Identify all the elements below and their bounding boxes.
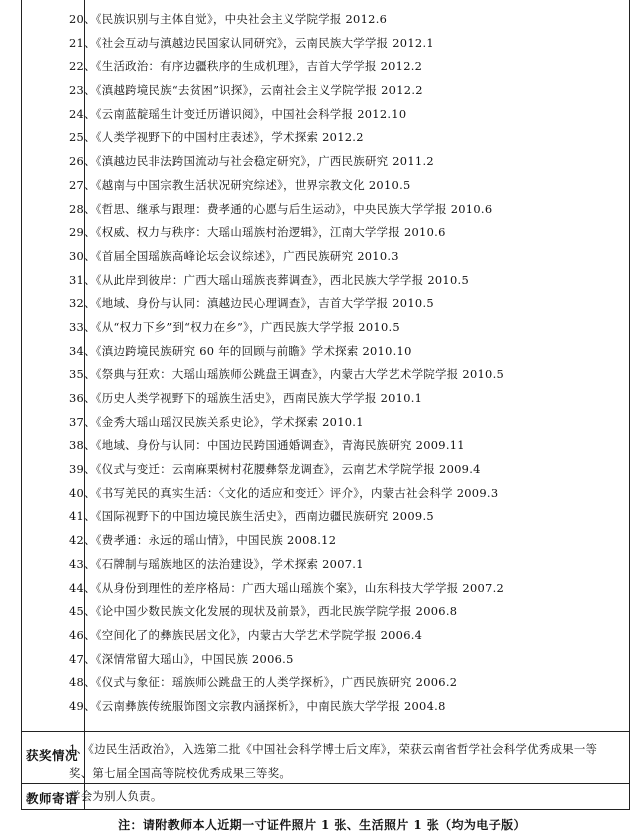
publication-item: 20、《民族识别与主体自觉》，中央社会主义学院学报 2012.6 xyxy=(69,12,388,26)
publication-item: 29、《权威、权力与秩序：大瑶山瑶族村治逻辑》，江南大学学报 2010.6 xyxy=(69,225,446,240)
publication-item: 45、《论中国少数民族文化发展的现状及前景》，西北民族学院学报 2006.8 xyxy=(69,604,458,619)
publication-item: 32、《地域、身份与认同：滇越边民心理调查》，吉首大学学报 2010.5 xyxy=(69,296,434,311)
awards-label: 获奖情况 xyxy=(25,748,78,763)
publication-item: 49、《云南彝族传统服饰图文宗教内涵探析》，中南民族大学学报 2004.8 xyxy=(69,698,446,713)
teacher-message-text: 学会为别人负责。 xyxy=(69,789,163,803)
publication-item: 30、《首届全国瑶族高峰论坛会议综述》，广西民族研究 2010.3 xyxy=(69,248,399,263)
publication-item: 48、《仪式与象征：瑶族师公跳盘王的人类学探析》，广西民族研究 2006.2 xyxy=(69,675,458,690)
footnote: 注：请附教师本人近期一寸证件照片 1 张、生活照片 1 张（均为电子版） xyxy=(118,818,526,832)
publication-item: 25、《人类学视野下的中国村庄表述》，学术探索 2012.2 xyxy=(69,130,364,145)
publication-list xyxy=(69,8,604,719)
publication-item: 42、《费孝通：永远的瑶山情》，中国民族 2008.12 xyxy=(69,533,337,548)
publication-item: 21、《社会互动与滇越边民国家认同研究》，云南民族大学学报 2012.1 xyxy=(69,35,434,50)
awards-text: 1、《边民生活政治》，入选第二批《中国社会科学博士后文库》，荣获云南省哲学社会科学优秀成果一等奖、第七届全国高等院校优秀成果三等奖。 xyxy=(69,742,598,780)
teacher-message-label: 教师寄语 xyxy=(25,791,78,806)
row-divider xyxy=(22,809,629,810)
publication-item: 24、《云南蓝靛瑶生计变迁历谱识阅》，中国社会科学报 2012.10 xyxy=(69,106,407,121)
publication-item: 47、《深情常留大瑶山》，中国民族 2006.5 xyxy=(69,651,294,666)
publication-item: 38、《地域、身份与认同：中国边民跨国通婚调查》，青海民族研究 2009.11 xyxy=(69,438,465,453)
publication-item: 43、《石牌制与瑶族地区的法治建设》，学术探索 2007.1 xyxy=(69,556,364,571)
publication-item: 31、《从此岸到彼岸：广西大瑶山瑶族丧葬调查》，西北民族大学学报 2010.5 xyxy=(69,272,469,287)
publication-item: 34、《滇边跨境民族研究 60 年的回顾与前瞻》学术探索 2010.10 xyxy=(69,343,412,358)
publication-item: 40、《书写羌民的真实生活：〈文化的适应和变迁〉评介》，内蒙古社会科学 2009.3 xyxy=(69,485,499,500)
publication-item: 37、《金秀大瑶山瑶汉民族关系史论》，学术探索 2010.1 xyxy=(69,414,364,429)
publication-item: 23、《滇越跨境民族“去贫困”识探》，云南社会主义学院学报 2012.2 xyxy=(69,83,423,98)
publication-item: 26、《滇越边民非法跨国流动与社会稳定研究》，广西民族研究 2011.2 xyxy=(69,154,434,169)
publication-item: 44、《从身份到理性的差序格局：广西大瑶山瑶族个案》，山东科技大学学报 2007.2 xyxy=(69,580,505,595)
publication-item: 33、《从“权力下乡”到“权力在乡”》，广西民族大学学报 2010.5 xyxy=(69,319,400,334)
publication-item: 46、《空间化了的彝族民居文化》，内蒙古大学艺术学院学报 2006.4 xyxy=(69,627,423,642)
publication-item: 36、《历史人类学视野下的瑶族生活史》，西南民族大学学报 2010.1 xyxy=(69,391,423,405)
publication-item: 27、《越南与中国宗教生活状况研究综述》，世界宗教文化 2010.5 xyxy=(69,177,411,192)
publication-item: 35、《祭典与狂欢：大瑶山瑶族师公跳盘王调查》，内蒙古大学艺术学院学报 2010.5 xyxy=(69,367,505,382)
publication-item: 41、《国际视野下的中国边境民族生活史》，西南边疆民族研究 2009.5 xyxy=(69,509,434,524)
row-divider xyxy=(22,731,629,732)
publication-item: 28、《哲思、继承与跟理：费孝通的心愿与后生运动》，中央民族大学学报 2010.6 xyxy=(69,201,493,216)
publication-item: 22、《生活政治：有序边疆秩序的生成机理》，吉首大学学报 2012.2 xyxy=(69,59,423,74)
publication-item: 39、《仪式与变迁：云南麻栗树村花腰彝祭龙调查》，云南艺术学院学报 2009.4 xyxy=(69,462,481,477)
